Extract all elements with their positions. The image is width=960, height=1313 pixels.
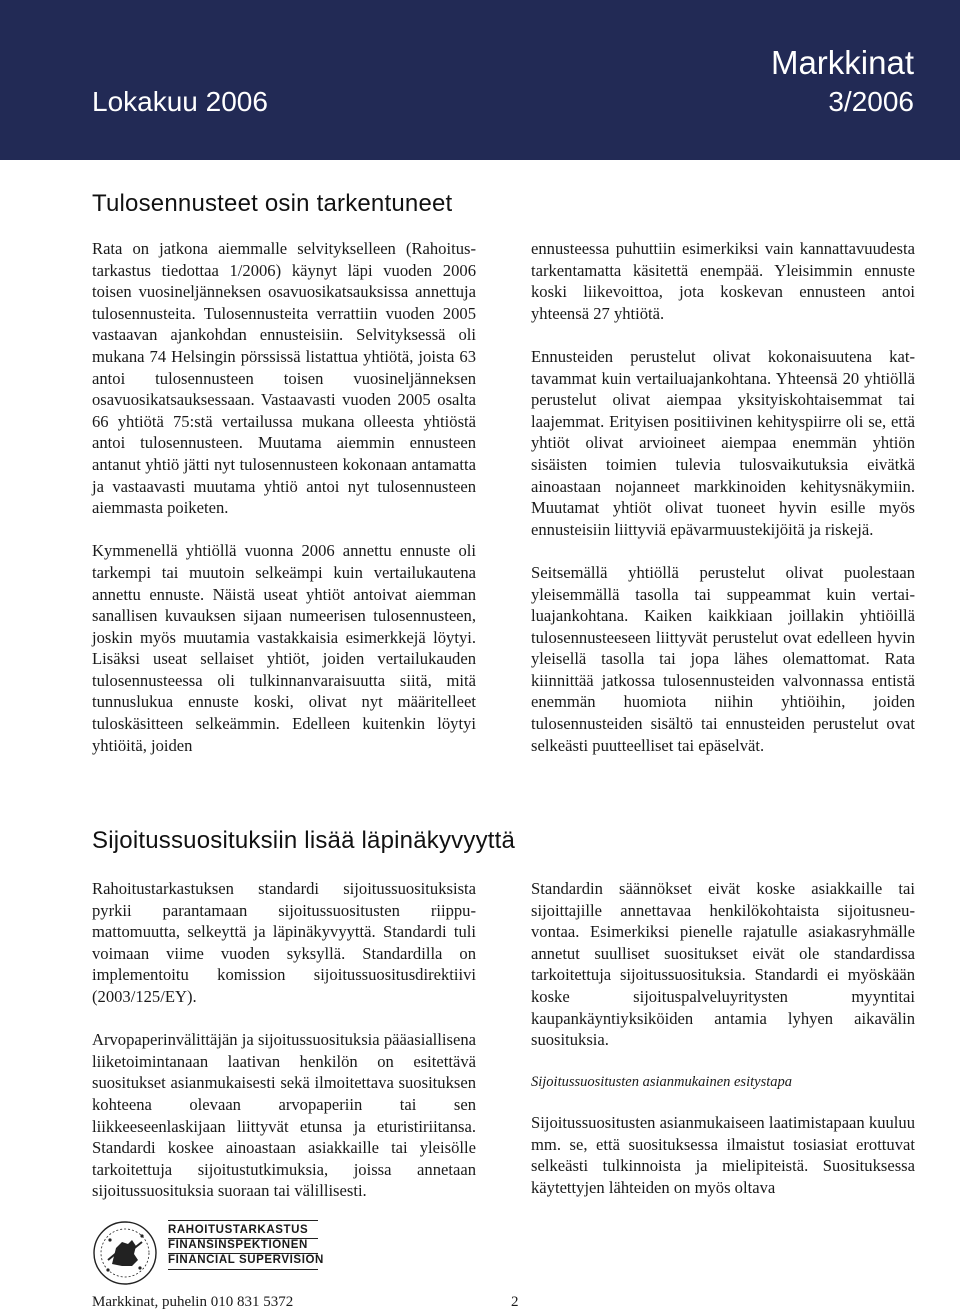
- section1-heading: Tulosennusteet osin tarkentuneet: [92, 190, 453, 217]
- section2-right-paragraph-1: Standardin säännökset eivät koske asiakkaille tai sijoittajille annettavaa henkilökohtaista sijoitusneuvontaa. Esimerkiksi pienelle rajatulle asiakasryhmälle annetut suulliset suositukset eivät ole standardissa tarkoitettuja sijoitussuosituksia. Standardi ei myöskään koske sijoituspalveluyritysten myyntitai kaupankäyntiyksiköiden antamia lyhyen aikavälin suosituksia.: [531, 879, 915, 1050]
- logo-divider-bottom: [168, 1269, 318, 1270]
- footer-contact: Markkinat, puhelin 010 831 5372: [92, 1294, 294, 1310]
- rahoitustarkastus-logo: [92, 1220, 324, 1288]
- logo-divider-1: [168, 1238, 318, 1239]
- logo-line-2: FINANSINSPEKTIONEN: [168, 1239, 308, 1251]
- logo-line-1: RAHOITUSTARKASTUS: [168, 1224, 309, 1236]
- header-title: Markkinat: [770, 44, 914, 81]
- section2-left-paragraph-2: Arvopaperinvälittäjän ja sijoitussuosituksia pääasiallisena liiketoimintanaan laativan henkilön on esitettävä suositukset asianmukaisesti sekä ilmoitettava suosituksen kohteena olevaan arvopaperiin tai sen liikkeeseenlaskijaan liittyvät etunsa ja eturistiriitansa. Standardi koskee ainoastaan asiakkaille tai yleisölle tarkoitettuja sijoitustutkimuksia, joissa annetaan sijoitussuosituksia suoraan tai välillisesti.: [92, 1030, 476, 1201]
- section1-right-paragraph-2: Ennusteiden perustelut olivat kokonaisuutena kattavammat kuin vertailuajankohtana. Yhteensä 20 yhtiöllä perustelut olivat aiempaa yksityiskohtaisemmat tai laajemmat. Erityisen positiivinen kehityspiirre oli se, että yhtiöt olivat arvioineet aiempaa enemmän yhtiön sisäisten toimien tulevia tulosvaikutuksia eivätkä ainoastaan nojanneet markkinoiden kehitysnäkymiin. Muutamat yhtiöt olivat tuoneet hyvin esille myös ennusteisiin liittyviä epävarmuustekijöitä ja riskejä.: [531, 346, 915, 539]
- page-header: [0, 0, 960, 160]
- header-issue: 3/2006: [828, 86, 914, 117]
- section1-left-column: [92, 238, 476, 756]
- lion-crest-icon: [92, 1220, 158, 1286]
- section2-subheading: Sijoitussuositusten asianmukainen esitystapa: [531, 1074, 792, 1091]
- header-date: Lokakuu 2006: [92, 86, 268, 117]
- page-number: 2: [511, 1294, 519, 1310]
- section1-right-paragraph-3: Seitsemällä yhtiöllä perustelut olivat puolestaan yleisemmällä tasolla tai suppeammat kuin vertailuajankohtana. Kaiken kaikkiaan joillakin yhtiöillä tulosennusteeseen liittyvät perustelut ovat edelleen hyvin yleisellä tasolla tai jopa lähes olemattomat. Rata kiinnittää jatkossa tulosennusteiden valvonnassa entistä enemmän huomiota niihin yhtiöihin, joiden tulosennusteiden sisältö tai ennusteiden perustelut ovat selkeästi puutteelliset tai epäselvät.: [531, 562, 915, 755]
- logo-divider-top: [168, 1220, 318, 1221]
- section2-left-column: [92, 878, 476, 1202]
- section2-left-paragraph-1: Rahoitustarkastuksen standardi sijoitussuosituksista pyrkii parantamaan sijoitussuositusten riippumattomuutta, selkeyttä ja läpinäkyvyyttä. Standardi tuli voimaan viime vuoden syksyllä. Standardilla on implementoitu komission sijoitussuositusdirektiivi (2003/125/EY).: [92, 879, 476, 1006]
- logo-text: [168, 1223, 324, 1268]
- section2-heading: Sijoitussuosituksiin lisää läpinäkyvyyttä: [92, 827, 516, 854]
- section1-left-paragraph-1: Rata on jatkona aiemmalle selvitykselleen (Rahoitustarkastus tiedottaa 1/2006) käynyt läpi vuoden 2006 toisen vuosineljänneksen osavuosikatsauksissa annettuja tulosennusteita. Tulosennusteita verrattiin vuoden 2005 vastaavan ajankohdan ennusteisiin. Selvityksessä oli mukana 74 Helsingin pörssissä listattua yhtiötä, joista 63 antoi tulosennusteen toisen vuosineljänneksen osavuosikatsauksessaan. Vastaavasti vuoden 2005 osalta 66 yhtiötä 75:stä vertailussa mukana olleesta yhtiöstä antoi tulosennusteen. Muutama aiemmin ennusteen antanut yhtiö jätti nyt tulosennusteen kokonaan antamatta ja vastaavasti muutama yhtiö antoi nyt tulosennusteen aiemmasta poiketen.: [92, 239, 476, 518]
- section1-right-column: [531, 238, 915, 756]
- section1-right-paragraph-1: ennusteessa puhuttiin esimerkiksi vain kannattavuudesta tarkentamatta käsitettä enempää. Yleisimmin ennuste koski liikevoittoa, jota koskevan ennusteen antoi yhteensä 27 yhtiötä.: [531, 239, 915, 323]
- logo-divider-2: [168, 1253, 318, 1254]
- section2-right-column: [531, 878, 915, 1198]
- section2-right-paragraph-2: Sijoitussuositusten asianmukaiseen laatimistapaan kuuluu mm. se, että suosituksessa ilmaistut tosiasiat erottuvat selkeästi tulkinnoista ja mielipiteistä. Suosituksessa käytettyjen lähteiden on myös oltava: [531, 1112, 915, 1197]
- logo-line-3: FINANCIAL SUPERVISION: [168, 1254, 324, 1266]
- section1-left-paragraph-2: Kymmenellä yhtiöllä vuonna 2006 annettu ennuste oli tarkempi tai muutoin selkeämpi kuin vertailukautena annettu ennuste. Näistä useat yhtiöt antoivat aiemman sanallisen kuvauksen sijaan numeerisen tulosennusteen, joskin myös muutamia vastakkaisia esimerkkejä löytyi. Lisäksi useat sellaiset yhtiöt, joiden vertailukauden tulosennusteessa oli tulkinnanvaraisuutta siitä, mitä tunnuslukua ennuste koski, olivat nyt määritelleet tuloskäsitteen selkeämmin. Edelleen kuitenkin löytyi yhtiöitä, joiden: [92, 541, 476, 755]
